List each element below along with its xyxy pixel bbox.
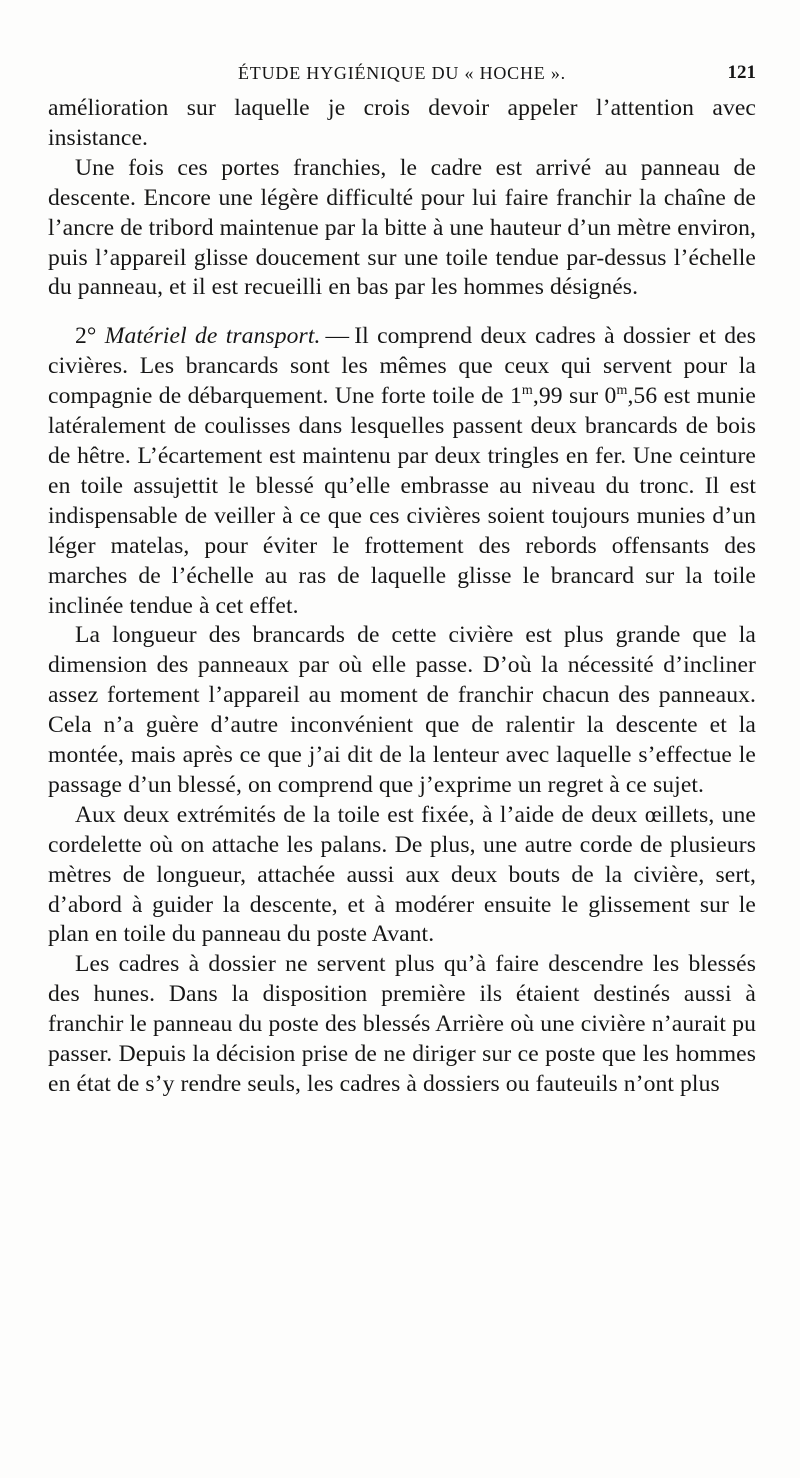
section-text-part-b: ,99 sur 0 [532, 383, 617, 410]
unit-meter-1: m [521, 383, 533, 399]
running-head [48, 58, 756, 88]
unit-meter-2: m [616, 383, 628, 399]
section-text-part-a: Il comprend deux cadres à dossier et des civières. Les brancards sont les mêmes que ceux qui servent pour la compagnie de débarquement. Une forte toile de 1 [48, 323, 756, 410]
section-title: Matériel de transport. [104, 323, 321, 350]
running-title: ÉTUDE HYGIÉNIQUE DU « HOCHE ». [238, 63, 566, 83]
body-text [48, 94, 756, 1100]
paragraph-materiel-transport [48, 322, 756, 621]
paragraph-longueur-brancards: La longueur des brancards de cette civière est plus grande que la dimension des panneaux par où elle passe. D’où la nécessité d’incliner assez fortement l’appareil au moment de franchir chacun des panneaux. Cela n’a guère d’autre inconvénient que de ralentir la descente et la montée, mais après ce que j’ai dit de la lenteur avec laquelle s’effectue le passage d’un blessé, on comprend que j’exprime un regret à ce sujet. [48, 622, 756, 798]
paragraph-continuation: amélioration sur laquelle je crois devoir appeler l’attention avec insistance. [48, 95, 756, 151]
section-text-part-c: ,56 est munie latéralement de coulisses dans lesquelles passent deux brancards de bois de hêtre. L’écartement est maintenu par deux tringles en fer. Une ceinture en toile assujettit le blessé qu’elle embrasse au niveau du tronc. Il est indispensable de veiller à ce que ces civières soient toujours munies d’un léger matelas, pour éviter le frottement des rebords offensants des marches de l’échelle au ras de laquelle glisse le brancard sur la toile inclinée tendue à cet effet. [48, 383, 756, 619]
section-dash: — [325, 323, 350, 350]
page-number: 121 [727, 62, 756, 83]
paragraph-extremites-toile: Aux deux extrémités de la toile est fixée, à l’aide de deux œillets, une cordelette où on attache les palans. De plus, une autre corde de plusieurs mètres de longueur, attachée aussi aux deux bouts de la civière, sert, d’abord à guider la descente, et à modérer ensuite le glissement sur le plan en toile du panneau du poste Avant. [48, 801, 756, 948]
section-number: 2° [75, 323, 97, 350]
paragraph-cadres-dossier: Les cadres à dossier ne servent plus qu’à faire descendre les blessés des hunes. Dans la disposition première ils étaient destinés aussi à franchir le panneau du poste des blessés Arrière où une civière n’aurait pu passer. Depuis la décision prise de ne diriger sur ce poste que les hommes en état de s’y rendre seuls, les cadres à dossiers ou fauteuils n’ont plus [48, 951, 756, 1097]
paragraph-panneau-descente: Une fois ces portes franchies, le cadre est arrivé au panneau de descente. Encore une légère difficulté pour lui faire franchir la chaîne de l’ancre de tribord maintenue par la bitte à une hauteur d’un mètre environ, puis l’appareil glisse doucement sur une toile tendue par-dessus l’échelle du panneau, et il est recueilli en bas par les hommes désignés. [48, 154, 756, 301]
